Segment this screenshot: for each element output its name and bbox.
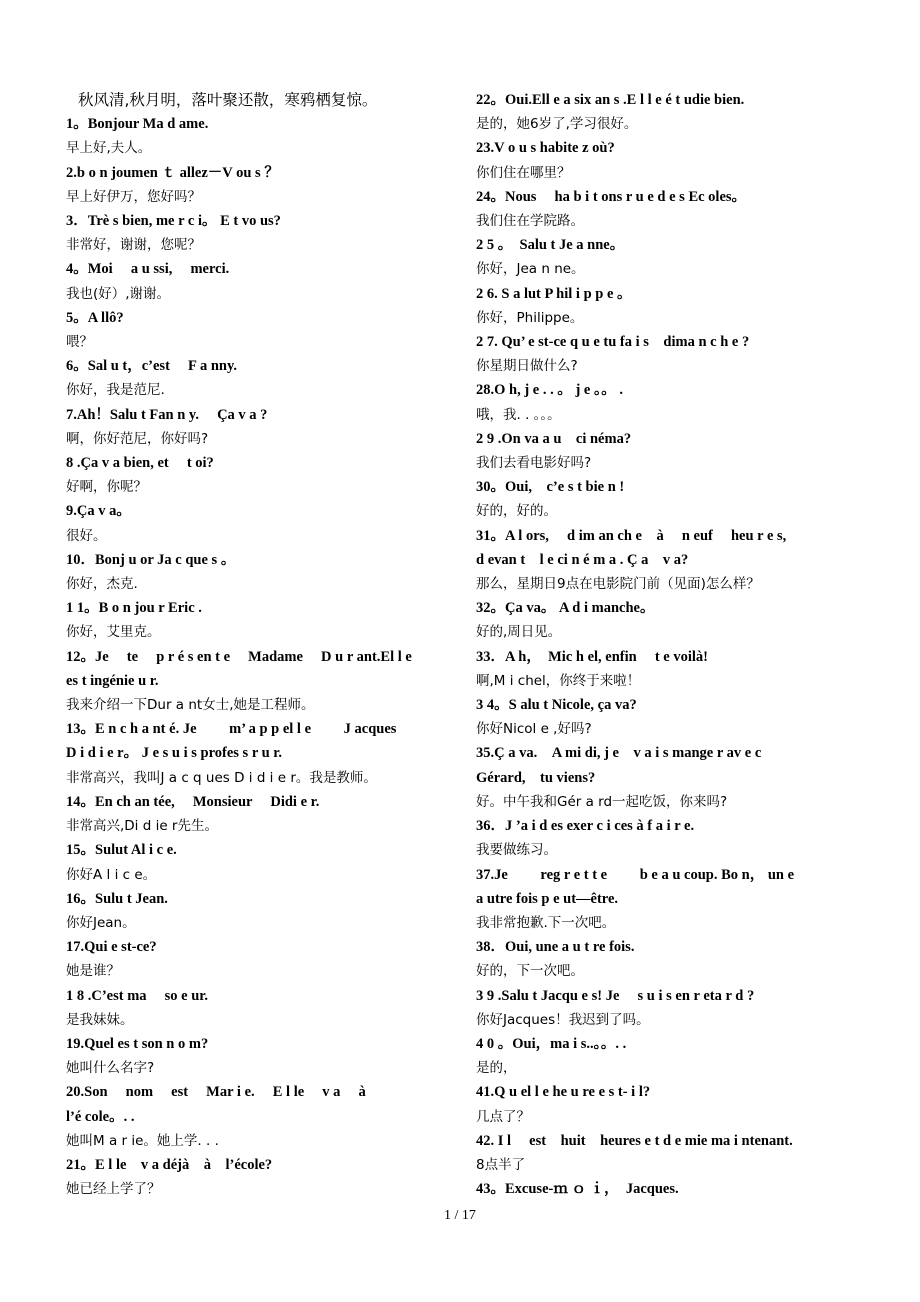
dialogue-line: 3 4。S alu t Nicole, ça va? (476, 697, 637, 714)
translation-line: 你好Nicol e ,好吗? (476, 721, 592, 738)
translation-line: 我非常抱歉.下一次吧。 (476, 914, 616, 931)
right-column (476, 88, 860, 1201)
translation-line: 是的，她6岁了,学习很好。 (476, 116, 638, 133)
translation-line: 你好，杰克. (66, 576, 138, 593)
dialogue-line: 2.b o n joumen ｔ allez－V ou s ？ (66, 164, 279, 181)
dialogue-line: 1。Bonjour Ma d ame. (66, 116, 209, 133)
dialogue-line: 37.Je reg r e t t e b e a u coup. Bo n， un e (476, 866, 795, 883)
translation-line: 非常高兴,Di d ie r先生。 (66, 818, 218, 835)
dialogue-line: 7.Ah！Salu t Fan n y. Ça v a ? (66, 406, 268, 423)
translation-line: 你好Jean。 (66, 914, 136, 931)
page-number: 1 / 17 (444, 1208, 476, 1223)
dialogue-line: 2 5 。 Salu t Je a nne。 (476, 237, 625, 254)
dialogue-line: 21。E l le v a déjà à l’école? (66, 1156, 273, 1173)
dialogue-line: 43。Excuse-ｍ ｏ ｉ， Jacques. (476, 1181, 679, 1198)
translation-line: 好的，下一次吧。 (476, 963, 584, 980)
translation-line: 好的，好的。 (476, 503, 557, 520)
translation-line: 她是谁？ (66, 963, 120, 980)
dialogue-line: 28.O h, j e . . 。 j e 。。 . (476, 382, 623, 399)
translation-line: 是我妹妹。 (66, 1011, 134, 1028)
translation-line: 那么，星期日9点在电影院门前（见面)怎么样？ (476, 576, 760, 593)
dialogue-line: 6。Sal u t，c’est F a nny. (66, 358, 238, 375)
dialogue-line: Gérard, tu viens? (476, 769, 596, 786)
translation-line: 喂？ (66, 334, 93, 351)
dialogue-line: 17.Qui e st-ce? (66, 939, 157, 956)
dialogue-line: 2 6. S a lut P hil i p p e 。 (476, 285, 632, 302)
dialogue-line: l’é cole。. . (66, 1108, 135, 1125)
dialogue-line: 38．Oui, une a u t re fois. (476, 939, 635, 956)
dialogue-line: 31。A l ors, d im an ch e à n euf heu r e s, (476, 527, 787, 544)
translation-line: 我们住在学院路。 (476, 213, 584, 230)
dialogue-line: 36．J ’a i d es exer c i ces à f a i r e. (476, 818, 695, 835)
dialogue-line: 4 0 。Oui，ma i s..。。. . (476, 1035, 627, 1052)
dialogue-line: es t ingénie u r. (66, 672, 159, 689)
dialogue-line: 2 9 .On va a u ci néma? (476, 430, 632, 447)
translation-line: 我们去看电影好吗? (476, 455, 592, 472)
dialogue-line: 12。Je te p r é s en t e Madame D u r ant.El l e (66, 648, 412, 665)
translation-line: 几点了？ (476, 1108, 530, 1125)
dialogue-line: 33．A h， Mic h el, enfin t e voilà! (476, 648, 708, 665)
dialogue-line: 15。Sulut Al i c e. (66, 842, 177, 859)
translation-line: 早上好伊万，您好吗？ (66, 188, 201, 205)
dialogue-line: 1 8 .C’est ma so e ur. (66, 987, 209, 1004)
intro-line: 秋风清,秋月明，落叶聚还散，寒鸦栖复惊。 (78, 91, 378, 109)
dialogue-line: 13。E n c h a nt é. Je m’ a p p el l e J acques (66, 721, 397, 738)
dialogue-line: a utre fois p e ut—être. (476, 890, 619, 907)
dialogue-line: 5。A llô? (66, 309, 124, 326)
dialogue-line: 22。Oui.Ell e a six an s .E l l e é t udie bien. (476, 92, 745, 108)
translation-line: 你好A l i c e。 (66, 866, 157, 883)
dialogue-line: 4。Moi a u ssi, merci. (66, 261, 230, 278)
dialogue-line: 24。Nous ha b i t ons r u e d e s Ec oles。 (476, 188, 747, 205)
translation-line: 我要做练习。 (476, 842, 557, 859)
translation-line: 她叫什么名字? (66, 1060, 155, 1077)
dialogue-line: d evan t l e ci n é m a . Ç a v a? (476, 551, 689, 568)
translation-line: 你星期日做什么? (476, 358, 578, 375)
translation-line: 哦，我. . 。。。 (476, 406, 561, 423)
dialogue-line: 32。Ça va。 A d i manche。 (476, 600, 655, 617)
translation-line: 我也(好）,谢谢。 (66, 285, 171, 302)
translation-line: 好啊，你呢？ (66, 479, 147, 496)
translation-line: 啊,M i chel，你终于来啦！ (476, 672, 641, 689)
translation-line: 你好，Philippe。 (476, 309, 584, 326)
dialogue-line: 3．Trè s bien, me r c i。 E t vo us? (66, 213, 281, 230)
translation-line: 好的,周日见。 (476, 624, 562, 641)
translation-line: 非常高兴，我叫J a c q ues D i d i e r。我是教师。 (66, 769, 377, 786)
dialogue-line: 42. I l est huit heures e t d e mie ma i ntenant. (476, 1132, 793, 1149)
translation-line: 早上好,夫人。 (66, 140, 152, 157)
dialogue-line: 35.Ç a va. A mi di, j e v a i s mange r av e c (476, 745, 762, 762)
dialogue-line: 41.Q u el l e he u re e s t- i l? (476, 1084, 651, 1101)
dialogue-line: 8 .Ça v a bien, et t oi? (66, 455, 214, 472)
translation-line: 你好Jacques！我迟到了吗。 (476, 1011, 650, 1028)
dialogue-line: D i d i e r。 J e s u i s profes s r u r. (66, 745, 283, 762)
dialogue-line: 23.V o u s habite z où? (476, 140, 615, 157)
dialogue-line: 2 7. Qu’ e st-ce q u e tu fa i s dima n c h e ? (476, 334, 750, 351)
translation-line: 她已经上学了？ (66, 1181, 161, 1198)
dialogue-line: 30。Oui, c’e s t bie n ! (476, 479, 625, 496)
dialogue-line: 3 9 .Salu t Jacqu e s! Je s u i s en r eta r d ? (476, 987, 755, 1004)
translation-line: 啊，你好范尼，你好吗? (66, 430, 209, 447)
translation-line: 你好，我是范尼. (66, 382, 165, 399)
dialogue-line: 14。En ch an tée, Monsieur Didi e r. (66, 793, 320, 810)
dialogue-line: 9.Ça v a。 (66, 503, 131, 520)
translation-line: 你们住在哪里？ (476, 164, 571, 181)
dialogue-line: 1 1。B o n jou r Eric . (66, 600, 202, 617)
translation-line: 非常好，谢谢，您呢？ (66, 237, 201, 254)
translation-line: 她叫M a r ie。她上学. . . (66, 1132, 219, 1149)
translation-line: 好。中午我和Gér a rd一起吃饭，你来吗? (476, 793, 728, 810)
translation-line: 我来介绍一下Dur a nt女士,她是工程师。 (66, 697, 315, 714)
translation-line: 很好。 (66, 527, 107, 544)
left-column (66, 88, 448, 1201)
dialogue-line: 20.Son nom est Mar i e. E l le v a à (66, 1084, 366, 1101)
dialogue-line: 19.Quel es t son n o m? (66, 1035, 209, 1052)
translation-line: 你好，Jea n ne。 (476, 261, 585, 278)
translation-line: 8点半了 (476, 1156, 526, 1173)
dialogue-line: 10．Bonj u or Ja c que s 。 (66, 551, 236, 568)
translation-line: 你好，艾里克。 (66, 624, 161, 641)
translation-line: 是的， (476, 1060, 517, 1077)
dialogue-line: 16。Sulu t Jean. (66, 890, 168, 907)
